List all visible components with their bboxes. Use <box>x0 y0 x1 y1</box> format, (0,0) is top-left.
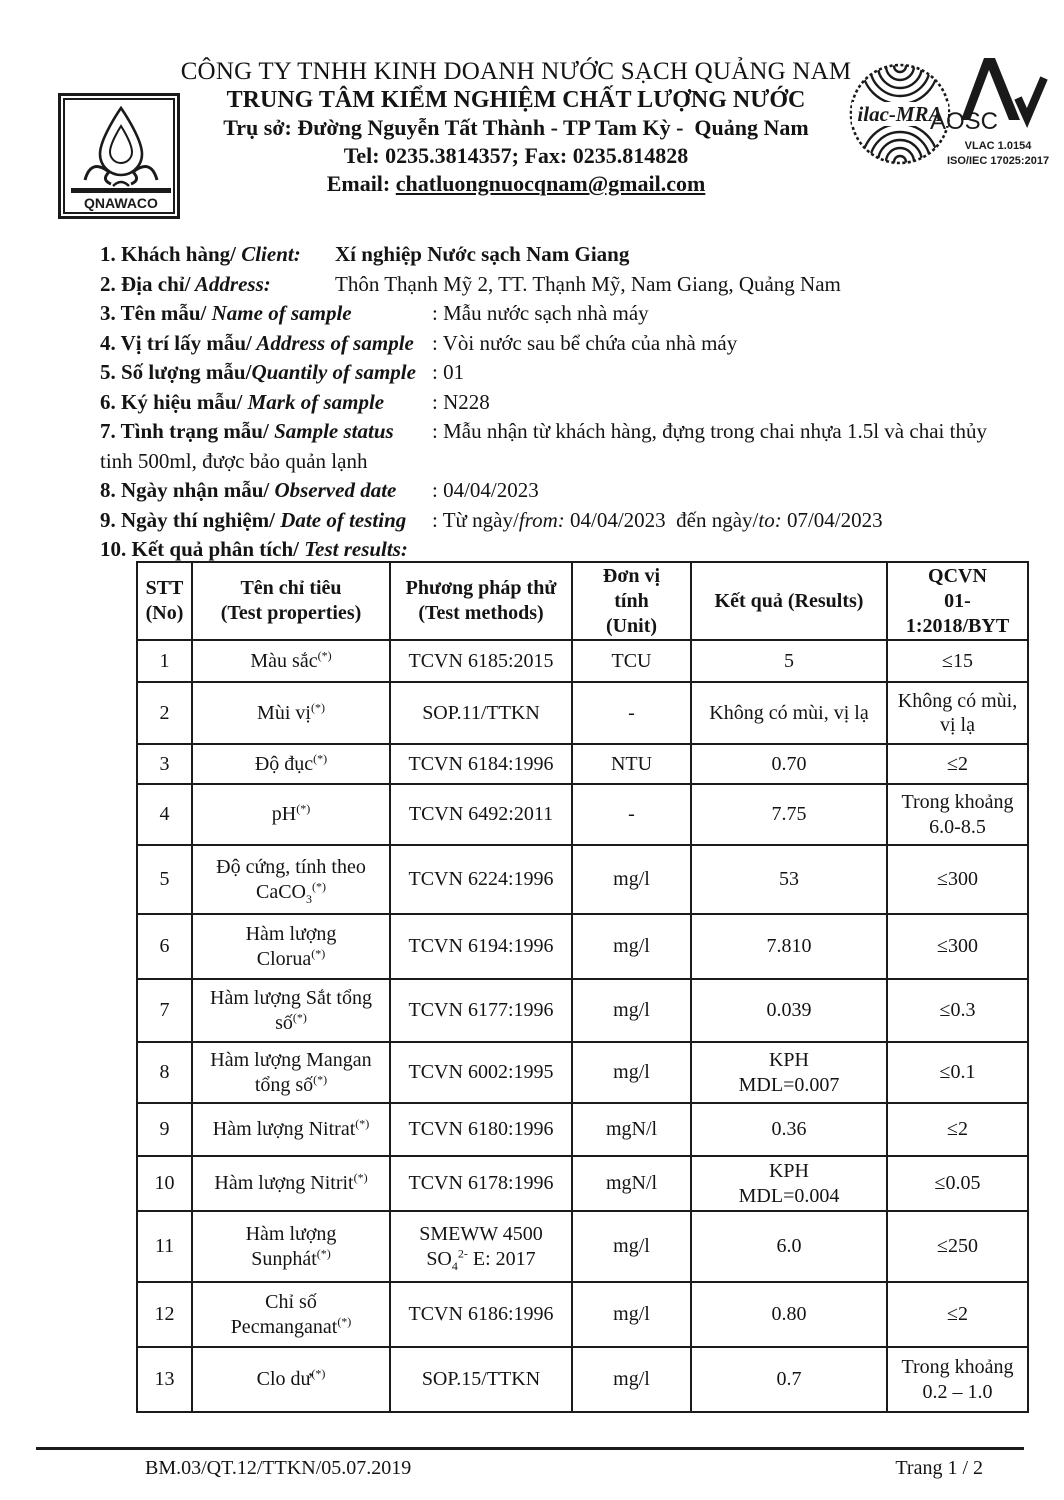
table-row <box>137 1156 1028 1211</box>
property-name-cell: Hàm lượng Nitrit(*) <box>192 1156 390 1211</box>
table-row <box>137 1282 1028 1347</box>
results-table-body <box>137 640 1028 1412</box>
table-row <box>137 979 1028 1042</box>
head-office-address: Trụ sở: Đường Nguyễn Tất Thành - TP Tam Kỳ - Quảng Nam <box>223 115 809 140</box>
unit-cell: TCU <box>572 640 691 682</box>
property-name-cell: Hàm lượng Nitrat(*) <box>192 1103 390 1156</box>
row-number-cell: 2 <box>137 682 192 744</box>
info-row-client <box>100 240 1010 270</box>
limit-cell: ≤300 <box>887 914 1028 979</box>
limit-cell: ≤300 <box>887 845 1028 914</box>
property-name-cell: Độ cứng, tính theo CaCO$_3$(*) <box>192 845 390 914</box>
row-number-cell: 5 <box>137 845 192 914</box>
document-code: BM.03/QT.12/TTKN/05.07.2019 <box>145 1457 412 1479</box>
results-table-head <box>137 562 1028 640</box>
qnawaco-logo-text: QNAWACO <box>84 195 158 211</box>
table-row <box>137 1103 1028 1156</box>
header-test-properties: Tên chỉ tiêu (Test properties) <box>192 562 390 640</box>
unit-cell: - <box>572 784 691 845</box>
property-name-cell: Hàm lượng Sunphát(*) <box>192 1211 390 1282</box>
result-cell: 0.7 <box>691 1347 887 1412</box>
property-name-cell: Mùi vị(*) <box>192 682 390 744</box>
table-row <box>137 914 1028 979</box>
table-row <box>137 1211 1028 1282</box>
info-row-sample-status: 7. Tình trạng mẫu/ Sample status : Mẫu nhận từ khách hàng, đựng trong chai nhựa 1.5l và chai thủy tinh 500ml, được bảo quản lạnh <box>100 419 987 473</box>
limit-cell: ≤2 <box>887 744 1028 784</box>
property-name-cell: Hàm lượng Sắt tổng số(*) <box>192 979 390 1042</box>
test-method-cell: TCVN 6180:1996 <box>390 1103 572 1156</box>
row-number-cell: 6 <box>137 914 192 979</box>
test-method-cell: SOP.11/TTKN <box>390 682 572 744</box>
table-row <box>137 1347 1028 1412</box>
header-test-methods: Phương pháp thử (Test methods) <box>390 562 572 640</box>
unit-cell: mg/l <box>572 1042 691 1103</box>
sample-name-label: 3. Tên mẫu/ Name of sample <box>100 301 352 325</box>
row-number-cell: 9 <box>137 1103 192 1156</box>
received-date-label: 8. Ngày nhận mẫu/ Observed date <box>100 478 397 502</box>
property-name-cell: Clo dư(*) <box>192 1347 390 1412</box>
property-name-cell: Hàm lượng Clorua(*) <box>192 914 390 979</box>
aosc-logo <box>928 52 1056 174</box>
row-number-cell: 7 <box>137 979 192 1042</box>
qnawaco-logo <box>58 93 180 219</box>
limit-cell: ≤15 <box>887 640 1028 682</box>
row-number-cell: 10 <box>137 1156 192 1211</box>
info-row-sample-quantity: 5. Số lượng mẫu/Quantily of sample : 01 <box>100 358 1010 388</box>
sample-quantity-label: 5. Số lượng mẫu/Quantily of sample <box>100 360 416 384</box>
property-name-cell: Màu sắc(*) <box>192 640 390 682</box>
page-number: Trang 1 / 2 <box>895 1457 983 1479</box>
unit-cell: mgN/l <box>572 1103 691 1156</box>
header-unit: Đơn vị tính (Unit) <box>572 562 691 640</box>
limit-cell: Trong khoảng 6.0-8.5 <box>887 784 1028 845</box>
sample-name-value: Mẫu nước sạch nhà máy <box>443 301 649 325</box>
header-no: STT (No) <box>137 562 192 640</box>
sample-info <box>100 240 1010 565</box>
limit-cell: ≤0.1 <box>887 1042 1028 1103</box>
result-cell: KPH MDL=0.007 <box>691 1042 887 1103</box>
water-drop-icon <box>65 100 177 215</box>
unit-cell: mg/l <box>572 1211 691 1282</box>
email-label: Email: <box>326 171 396 196</box>
tel-fax: Tel: 0235.3814357; Fax: 0235.814828 <box>343 143 689 168</box>
received-date-value: 04/04/2023 <box>443 478 539 502</box>
info-row-sample-name: 3. Tên mẫu/ Name of sample : Mẫu nước sạch nhà máy <box>100 299 1010 329</box>
result-cell: Không có mùi, vị lạ <box>691 682 887 744</box>
unit-cell: NTU <box>572 744 691 784</box>
sample-status-label: 7. Tình trạng mẫu/ Sample status <box>100 419 394 443</box>
test-method-cell: TCVN 6178:1996 <box>390 1156 572 1211</box>
property-name-cell: Hàm lượng Mangan tổng số(*) <box>192 1042 390 1103</box>
unit-cell: mgN/l <box>572 1156 691 1211</box>
client-value: Xí nghiệp Nước sạch Nam Giang <box>335 242 630 266</box>
row-number-cell: 4 <box>137 784 192 845</box>
result-cell: 0.70 <box>691 744 887 784</box>
center-name: TRUNG TÂM KIỂM NGHIỆM CHẤT LƯỢNG NƯỚC <box>226 87 806 113</box>
test-method-cell: TCVN 6185:2015 <box>390 640 572 682</box>
table-row <box>137 784 1028 845</box>
unit-cell: - <box>572 682 691 744</box>
table-row <box>137 682 1028 744</box>
test-method-cell: TCVN 6184:1996 <box>390 744 572 784</box>
row-number-cell: 13 <box>137 1347 192 1412</box>
unit-cell: mg/l <box>572 845 691 914</box>
sample-mark-value: N228 <box>443 389 490 414</box>
info-row-received-date: 8. Ngày nhận mẫu/ Observed date : 04/04/2023 <box>100 476 1010 506</box>
aosc-mark-icon <box>928 52 1056 174</box>
test-method-cell: TCVN 6492:2011 <box>390 784 572 845</box>
result-cell: 7.75 <box>691 784 887 845</box>
test-method-cell: TCVN 6177:1996 <box>390 979 572 1042</box>
result-cell: 0.80 <box>691 1282 887 1347</box>
result-cell: 5 <box>691 640 887 682</box>
test-method-cell: SOP.15/TTKN <box>390 1347 572 1412</box>
address-value: Thôn Thạnh Mỹ 2, TT. Thạnh Mỹ, Nam Giang, Quảng Nam <box>335 271 841 296</box>
unit-cell: mg/l <box>572 1282 691 1347</box>
email-address: chatluongnuocqnam@gmail.com <box>395 171 706 196</box>
header-qcvn-limit: QCVN 01- 1:2018/BYT <box>887 562 1028 640</box>
result-cell: 6.0 <box>691 1211 887 1282</box>
email-line <box>178 170 854 198</box>
limit-cell: ≤2 <box>887 1103 1028 1156</box>
footer-rule <box>36 1447 1024 1450</box>
property-name-cell: Chỉ số Pecmanganat(*) <box>192 1282 390 1347</box>
table-row <box>137 845 1028 914</box>
address-label: 2. Địa chỉ/ Address: <box>100 271 271 296</box>
sample-mark-label: 6. Ký hiệu mẫu/ Mark of sample <box>100 389 385 414</box>
aosc-text: AOSC <box>930 108 999 135</box>
limit-cell: ≤250 <box>887 1211 1028 1282</box>
info-row-testing-date: 9. Ngày thí nghiệm/ Date of testing : Từ ngày/from: 04/04/2023 đến ngày/to: 07/04/2023 <box>100 506 1010 536</box>
test-method-cell: SMEWW 4500 $SO_4^{2-}$ E: 2017 <box>390 1211 572 1282</box>
sample-status-value-line2: tinh 500ml, được bảo quản lạnh <box>100 448 368 473</box>
sample-location-label: 4. Vị trí lấy mẫu/ Address of sample <box>100 330 414 355</box>
row-number-cell: 11 <box>137 1211 192 1282</box>
sample-quantity-value: 01 <box>443 360 465 384</box>
unit-cell: mg/l <box>572 979 691 1042</box>
test-method-cell: TCVN 6186:1996 <box>390 1282 572 1347</box>
company-name: CÔNG TY TNHH KINH DOANH NƯỚC SẠCH QUẢNG NAM <box>180 58 852 85</box>
table-row <box>137 640 1028 682</box>
testing-date-label: 9. Ngày thí nghiệm/ Date of testing <box>100 507 407 532</box>
property-name-cell: pH(*) <box>192 784 390 845</box>
row-number-cell: 8 <box>137 1042 192 1103</box>
test-results-heading: 10. Kết quả phân tích/ Test results: <box>100 537 408 561</box>
aosc-iso-text: ISO/IEC 17025:2017 <box>946 155 1050 167</box>
result-cell: KPH MDL=0.004 <box>691 1156 887 1211</box>
result-cell: 53 <box>691 845 887 914</box>
unit-cell: mg/l <box>572 1347 691 1412</box>
test-method-cell: TCVN 6194:1996 <box>390 914 572 979</box>
result-cell: 0.36 <box>691 1103 887 1156</box>
qnawaco-logo-frame <box>63 98 175 214</box>
client-label: 1. Khách hàng/ Client: <box>100 242 301 266</box>
header-results: Kết quả (Results) <box>691 562 887 640</box>
row-number-cell: 3 <box>137 744 192 784</box>
table-row <box>137 744 1028 784</box>
test-method-cell: TCVN 6224:1996 <box>390 845 572 914</box>
row-number-cell: 1 <box>137 640 192 682</box>
limit-cell: ≤2 <box>887 1282 1028 1347</box>
result-cell: 0.039 <box>691 979 887 1042</box>
property-name-cell: Độ đục(*) <box>192 744 390 784</box>
unit-cell: mg/l <box>572 914 691 979</box>
sample-status-value-line1: Mẫu nhận từ khách hàng, đựng trong chai nhựa 1.5l và chai thủy <box>443 419 987 443</box>
info-row-sample-mark: 6. Ký hiệu mẫu/ Mark of sample : N228 <box>100 388 1010 418</box>
limit-cell: ≤0.05 <box>887 1156 1028 1211</box>
sample-location-value: Vòi nước sau bể chứa của nhà máy <box>442 330 738 355</box>
letterhead <box>178 57 854 198</box>
results-table <box>136 561 1029 1413</box>
testing-date-value: Từ ngày/from: 04/04/2023 đến ngày/to: 07/04/2023 <box>442 507 883 532</box>
test-method-cell: TCVN 6002:1995 <box>390 1042 572 1103</box>
table-row <box>137 1042 1028 1103</box>
ilac-mra-text: ilac-MRA <box>857 102 943 126</box>
row-number-cell: 12 <box>137 1282 192 1347</box>
limit-cell: Không có mùi, vị lạ <box>887 682 1028 744</box>
result-cell: 7.810 <box>691 914 887 979</box>
info-row-sample-location: 4. Vị trí lấy mẫu/ Address of sample : Vòi nước sau bể chứa của nhà máy <box>100 329 1010 359</box>
aosc-vlac-text: VLAC 1.0154 <box>964 140 1032 152</box>
info-row-address <box>100 270 1010 300</box>
table-header-row <box>137 562 1028 640</box>
limit-cell: Trong khoảng 0.2 – 1.0 <box>887 1347 1028 1412</box>
limit-cell: ≤0.3 <box>887 979 1028 1042</box>
